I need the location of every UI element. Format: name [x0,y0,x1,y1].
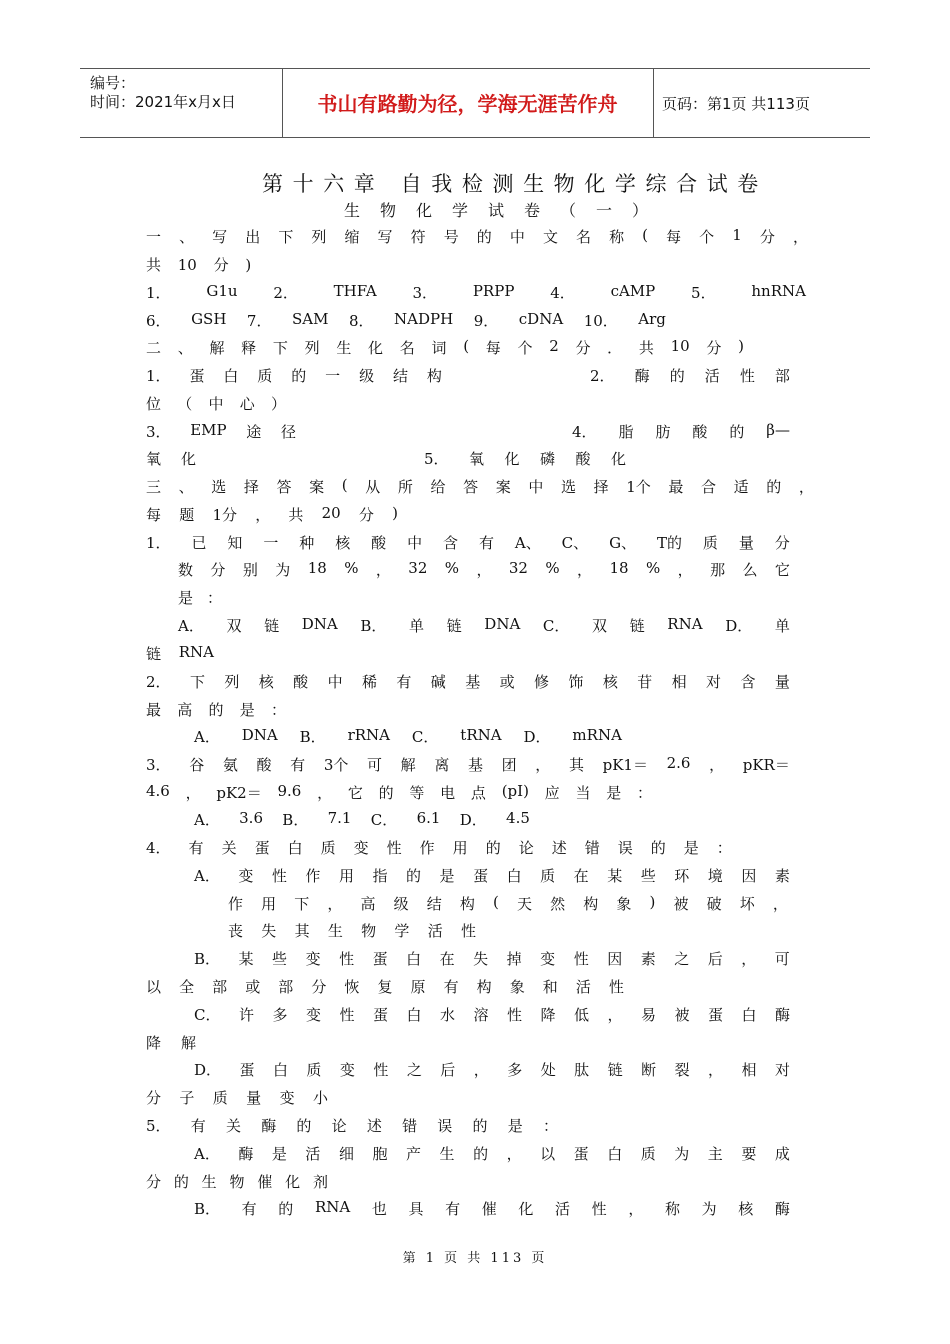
text-line: 6． GSH 7． SAM 8． NADPH 9． cDNA 10． Arg [146,310,666,330]
document-header [80,68,870,138]
answer-option: A． 变 性 作 用 指 的 是 蛋 白 质 在 某 些 环 境 因 素 [194,867,790,885]
text-line: 丧 失 其 生 物 学 活 性 [228,922,476,940]
answer-option: C． 许 多 变 性 蛋 白 水 溶 性 降 低 ， 易 被 蛋 白 酶 [194,1006,790,1024]
question: 4． 有 关 蛋 白 质 变 性 作 用 的 论 述 错 误 的 是 ： [146,839,732,857]
page-footer: 第 1 页 共 113 页 [402,1251,548,1266]
text-line: 数 分 别 为 18 % ， 32 % ， 32 % ， 18 % ， 那 么 它 [178,559,790,579]
text-line: 4． 脂 肪 酸 的 β— [572,421,790,441]
text-line: 每 题 1分 ， 共 20 分 ) [146,504,398,524]
text-line: 链 RNA [146,643,214,663]
section-heading: 三 、 选 择 答 案 ( 从 所 给 答 案 中 选 择 1个 最 合 适 的 ， [146,476,814,496]
header-info-cell [80,69,283,137]
answer-option: A． 酶 是 活 细 胞 产 生 的 ， 以 蛋 白 质 为 主 要 成 [194,1145,790,1163]
answer-options: A． 3.6 B． 7.1 C． 6.1 D． 4.5 [194,809,530,829]
section-heading: 一 、 写 出 下 列 缩 写 符 号 的 中 文 名 称 ( 每 个 1 分 ， [146,226,808,246]
text-line: 分 子 质 量 变 小 [146,1089,328,1107]
motto: 书山有路勤为径，学海无涯苦作舟 [282,69,654,137]
text-line: 2． 酶 的 活 性 部 [590,367,790,385]
answer-option: B． 有 的 RNA 也 具 有 催 化 活 性 ， 称 为 核 酶 [194,1198,790,1218]
text-line: 1． 蛋 白 质 的 一 级 结 构 [146,367,442,385]
text-line: 是 ： [178,589,222,607]
text-line: 共 10 分 ) [146,256,252,274]
answer-options: A． 双 链 DNA B． 单 链 DNA C． 双 链 RNA D． 单 [178,615,790,635]
text-line: 3． EMP 途 径 [146,421,296,441]
text-line: 位 （ 中 心 ） [146,395,286,413]
text-line: 最 高 的 是 ： [146,701,286,719]
answer-option: B． 某 些 变 性 蛋 白 在 失 掉 变 性 因 素 之 后 ， 可 [194,950,790,968]
question: 3． 谷 氨 酸 有 3个 可 解 离 基 团 ， 其 pK1＝ 2.6 ， pKR＝ [146,754,790,774]
question: 1． 已 知 一 种 核 酸 中 含 有 A、 C、 G、 T的 质 量 分 [146,534,790,552]
question: 5． 有 关 酶 的 论 述 错 误 的 是 ： [146,1117,558,1135]
text-line: 以 全 部 或 部 分 恢 复 原 有 构 象 和 活 性 [146,978,624,996]
answer-option: D． 蛋 白 质 变 性 之 后 ， 多 处 肽 链 断 裂 ， 相 对 [194,1061,790,1079]
text-line: 作 用 下 ， 高 级 结 构 ( 天 然 构 象 ) 被 破 坏 ， [228,893,788,913]
text-line: 降 解 [146,1034,196,1052]
date-label: 时间：2021年x月x日 [90,93,236,111]
text-line: 5． 氧 化 磷 酸 化 [424,450,626,468]
page-info: 页码：第1页 共113页 [662,95,810,113]
text-line: 1． G1u 2． THFA 3． PRPP 4． cAMP 5． hnRNA [146,282,806,302]
section-heading: 二 、 解 释 下 列 生 化 名 词 ( 每 个 2 分 ． 共 10 分 ) [146,337,744,357]
code-label: 编号： [90,74,136,92]
document-subtitle: 生物化学试卷（一） [344,201,669,220]
answer-options: A． DNA B． rRNA C． tRNA D． mRNA [194,726,622,746]
question: 2． 下 列 核 酸 中 稀 有 碱 基 或 修 饰 核 苷 相 对 含 量 [146,673,790,691]
document-title: 第十六章 自我检测生物化学综合试卷 [262,172,768,196]
text-line: 氧 化 [146,450,196,468]
text-line: 4.6 ， pK2＝ 9.6 ， 它 的 等 电 点 (pI) 应 当 是 ： [146,782,652,802]
text-line: 分 的 生 物 催 化 剂 [146,1173,328,1191]
